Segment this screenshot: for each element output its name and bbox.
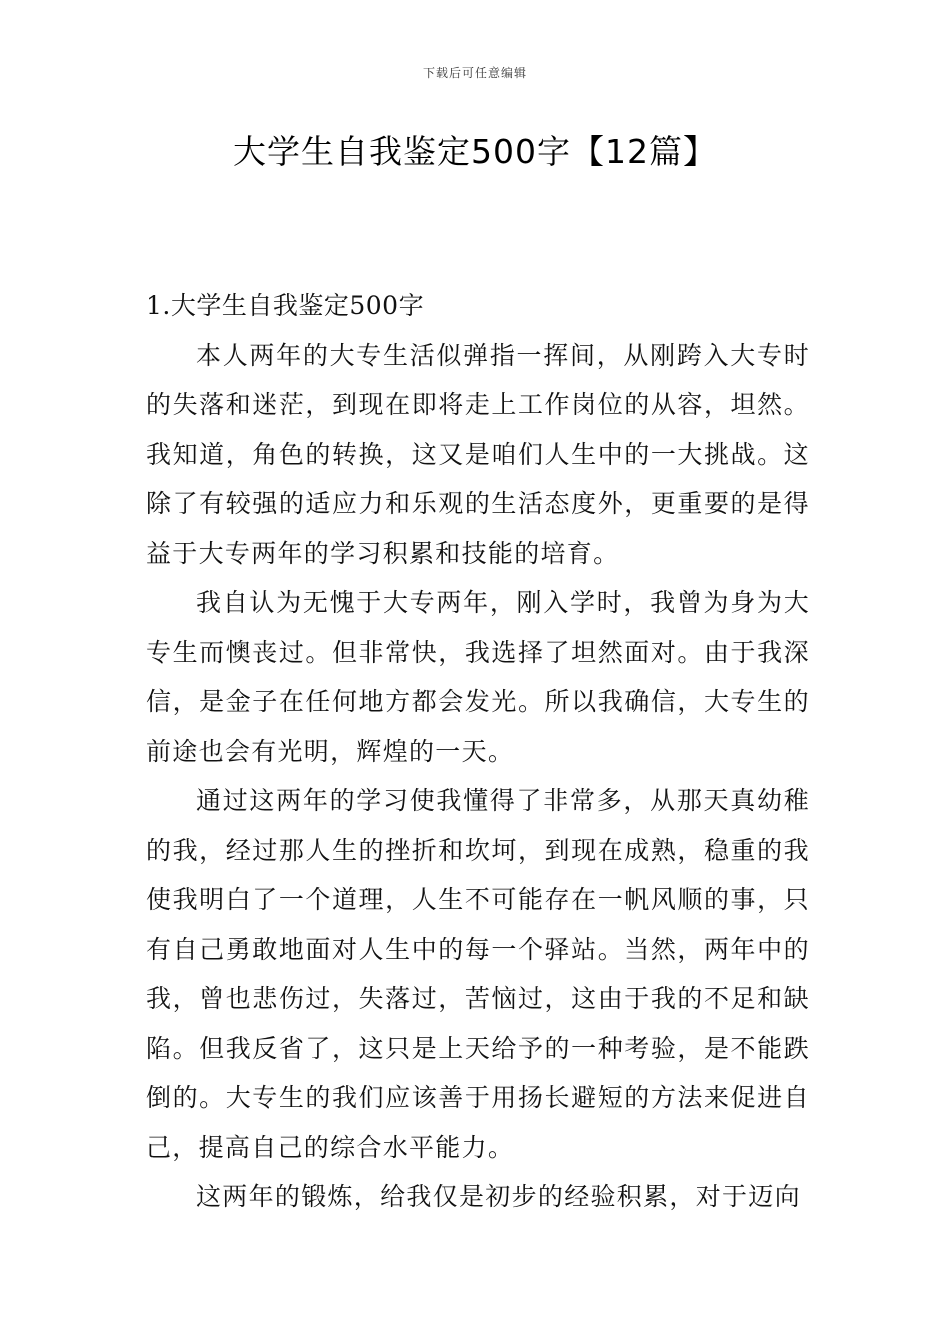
header-note: 下载后可任意编辑 (422, 66, 527, 80)
body-paragraph: 通过这两年的学习使我懂得了非常多，从那天真幼稚的我，经过那人生的挫折和坎坷，到现在成熟，稳重的我使我明白了一个道理，人生不可能存在一帆风顺的事，只有自己勇敢地面对人生中的每一个驿站。当然，两年中的我，曾也悲伤过，失落过，苦恼过，这由于我的不足和缺陷。但我反省了，这只是上天给予的一种考验，是不能跌倒的。大专生的我们应该善于用扬长避短的方法来促进自己，提高自己的综合水平能力。 (146, 786, 810, 1162)
section-heading: 1.大学生自我鉴定500字 (146, 291, 425, 320)
document-body (146, 281, 810, 1222)
body-paragraph: 这两年的锻炼，给我仅是初步的经验积累，对于迈向 (196, 1182, 801, 1211)
document-title: 大学生自我鉴定500字【12篇】 (233, 132, 717, 171)
body-paragraph: 本人两年的大专生活似弹指一挥间，从刚跨入大专时的失落和迷茫，到现在即将走上工作岗位的从容，坦然。我知道，角色的转换，这又是咱们人生中的一大挑战。这除了有较强的适应力和乐观的生活态度外，更重要的是得益于大专两年的学习积累和技能的培育。 (146, 340, 810, 568)
body-paragraph: 我自认为无愧于大专两年，刚入学时，我曾为身为大专生而懊丧过。但非常快，我选择了坦然面对。由于我深信，是金子在任何地方都会发光。所以我确信，大专生的前途也会有光明，辉煌的一天。 (146, 588, 810, 766)
